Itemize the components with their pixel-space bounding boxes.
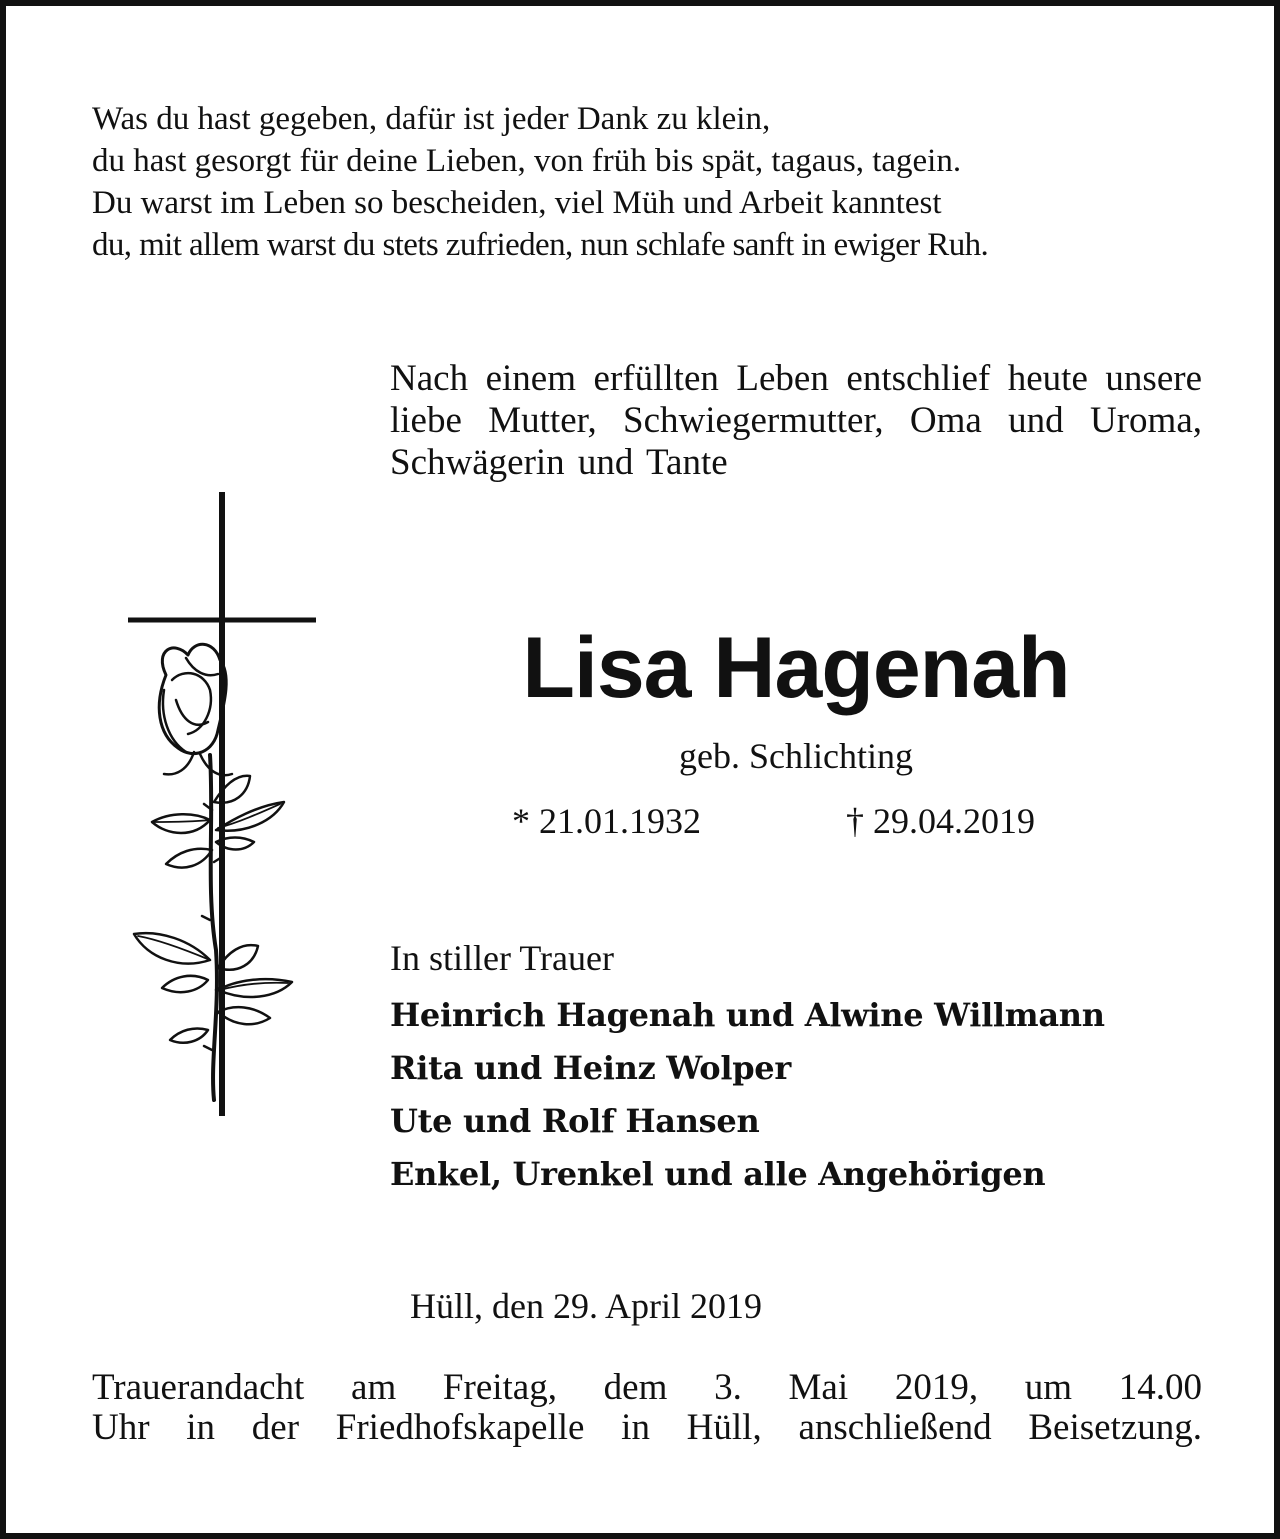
mourner-entry: Ute und Rolf Hansen: [390, 1102, 760, 1140]
verse-line: Du warst im Leben so bescheiden, viel Müh und Arbeit kanntest: [92, 185, 942, 221]
mourner-entry: Rita und Heinz Wolper: [390, 1049, 791, 1087]
death-date: † 29.04.2019: [846, 801, 1035, 841]
service-line: Trauerandacht am Freitag, dem 3. Mai 2019, um 14.00: [92, 1367, 1202, 1408]
place-and-date: Hüll, den 29. April 2019: [410, 1286, 762, 1326]
mourner-entry: Enkel, Urenkel und alle Angehörigen: [390, 1155, 1046, 1193]
memorial-verse: [92, 98, 1202, 266]
verse-line: du, mit allem warst du stets zufrieden, nun schlafe sanft in ewiger Ruh.: [92, 227, 989, 263]
mourners-list: [390, 989, 1220, 1201]
funeral-service-details: [92, 1368, 1202, 1448]
mourning-label: In stiller Trauer: [390, 938, 614, 978]
birth-date: * 21.01.1932: [512, 801, 701, 841]
cross-with-rose-icon: [124, 490, 324, 1120]
death-announcement-text: Nach einem erfüllten Leben entschlief heute unsere liebe Mutter, Schwiegermutter, Oma und Uroma, Schwägerin und Tante: [390, 358, 1202, 483]
deceased-name: Lisa Hagenah: [522, 620, 1070, 716]
birth-name: geb. Schlichting: [679, 736, 913, 776]
verse-line: Was du hast gegeben, dafür ist jeder Dank zu klein,: [92, 101, 771, 137]
verse-line: du hast gesorgt für deine Lieben, von früh bis spät, tagaus, tagein.: [92, 143, 962, 179]
service-line: Uhr in der Friedhofskapelle in Hüll, anschließend Beisetzung.: [92, 1407, 1202, 1448]
mourner-entry: Heinrich Hagenah und Alwine Willmann: [390, 996, 1105, 1034]
